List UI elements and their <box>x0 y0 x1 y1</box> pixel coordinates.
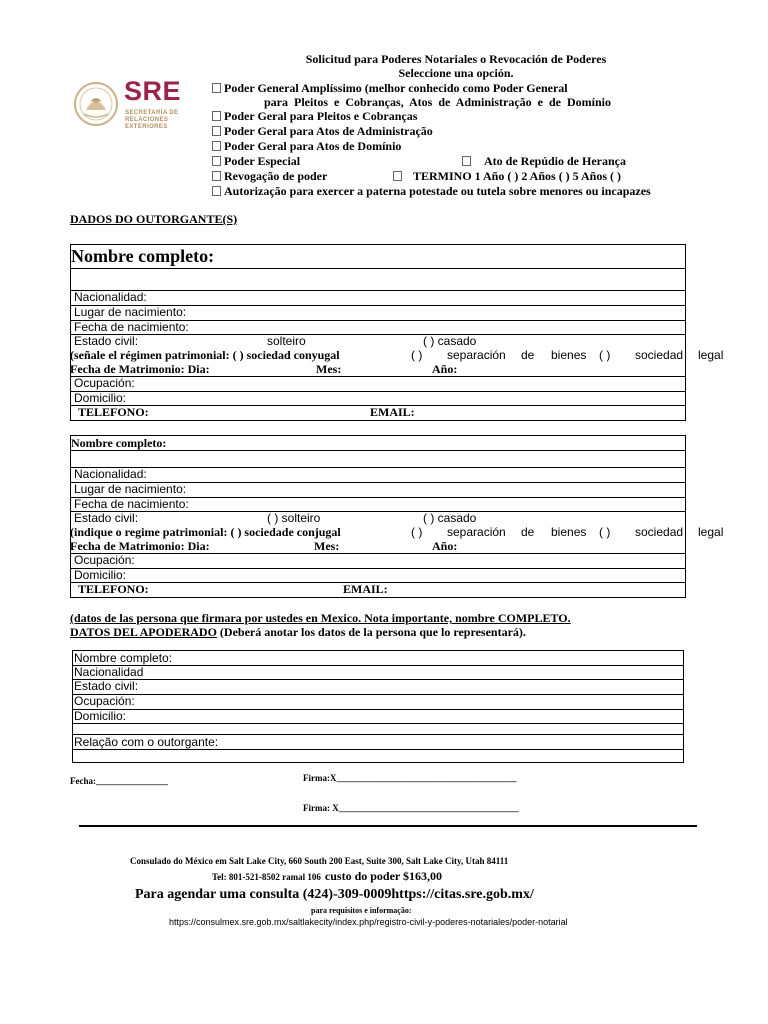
option-termino[interactable] <box>393 169 621 184</box>
grantor-1-telefono[interactable]: TELEFONO: <box>78 405 149 419</box>
divider <box>71 290 685 291</box>
grantor-1-regimen: (señale el régimen patrimonial: ( ) sociedad conyugal <box>70 348 340 362</box>
grantor-2-casado[interactable]: ( ) casado <box>423 511 477 525</box>
checkbox-icon[interactable] <box>212 111 221 121</box>
divider <box>73 723 683 724</box>
divider <box>73 679 683 680</box>
divider <box>71 568 685 569</box>
grantor-2-sep-4[interactable]: ( ) <box>599 525 611 539</box>
grantor-1-nacionalidad[interactable]: Nacionalidad: <box>74 290 147 304</box>
divider <box>71 391 685 392</box>
sre-subtitle-line-3: EXTERIORES <box>125 124 168 130</box>
divider <box>73 694 683 695</box>
grantor-2-ano[interactable]: Año: <box>432 539 458 553</box>
grantor-1-ocupacion[interactable]: Ocupación: <box>74 376 135 390</box>
option-label: Autorização para exercer a paterna potestade ou tutela sobre menores ou incapazes <box>224 184 651 198</box>
grantor-1-email[interactable]: EMAIL: <box>370 405 415 419</box>
grantor-2-nombre-field[interactable] <box>71 467 685 468</box>
option-repudio-heranca[interactable] <box>462 154 626 169</box>
firma-2-signature-line[interactable]: Firma: X________________________________________ <box>303 803 519 813</box>
appointment-line[interactable]: Para agendar uma consulta (424)-309-0009https://citas.sre.gob.mx/ <box>135 887 534 902</box>
grantor-1-sep-3: bienes <box>551 348 587 362</box>
grantor-2-nacionalidad[interactable]: Nacionalidad: <box>74 467 147 481</box>
apoderado-relacao[interactable]: Relação com o outorgante: <box>74 735 219 749</box>
option-label: Poder Geral para Atos de Administração <box>224 124 433 138</box>
grantor-1-sep-2: de <box>521 348 535 362</box>
firma-1-signature-line[interactable]: Firma:X________________________________________ <box>303 773 517 783</box>
divider <box>71 553 685 554</box>
checkbox-icon[interactable] <box>212 141 221 151</box>
option-poder-general-amplissimo-cont: para Pleitos e Cobranças, Atos de Administração e de Domínio <box>264 95 611 109</box>
option-poder-general-amplissimo[interactable] <box>212 81 568 96</box>
grantor-2-matrimonio[interactable]: Fecha de Matrimonio: Dia: <box>70 539 210 553</box>
consulate-phone: Tel: 801-521-8502 ramal 106 <box>212 872 321 882</box>
grantor-1-fecha[interactable]: Fecha de nacimiento: <box>74 320 189 334</box>
mexican-coat-of-arms-icon <box>72 80 120 128</box>
consulate-address: Consulado do México em Salt Lake City, 660 South 200 East, Suite 300, Salt Lake City, Utah 84111 <box>130 856 509 866</box>
grantor-2-telefono[interactable]: TELEFONO: <box>78 582 149 596</box>
grantor-1-lugar[interactable]: Lugar de nacimiento: <box>74 305 187 319</box>
grantor-1-sep-0[interactable]: ( ) <box>411 348 423 362</box>
checkbox-icon[interactable] <box>212 126 221 136</box>
footer-divider <box>79 825 697 827</box>
apoderado-title: DATOS DEL APODERADO <box>70 625 217 639</box>
requirements-label: para requisitos e informação: <box>311 906 412 915</box>
option-label: Poder General Amplíssimo (melhor conhecido como Poder General <box>224 81 568 95</box>
checkbox-icon[interactable] <box>212 83 221 93</box>
grantor-1-ano[interactable]: Año: <box>432 362 458 376</box>
grantor-2-email[interactable]: EMAIL: <box>343 582 388 596</box>
grantor-2-sep-2: de <box>521 525 535 539</box>
grantor-2-fecha[interactable]: Fecha de nacimiento: <box>74 497 189 511</box>
grantor-2-estado: Estado civil: <box>74 511 139 525</box>
grantor-1-matrimonio[interactable]: Fecha de Matrimonio: Dia: <box>70 362 210 376</box>
consulate-phone-line <box>212 867 442 885</box>
sre-subtitle-line-1: SECRETARÍA DE <box>125 110 179 116</box>
option-atos-dominio[interactable] <box>212 139 401 154</box>
apoderado-estado[interactable]: Estado civil: <box>74 679 139 693</box>
option-label: Poder Geral para Pleitos e Cobranças <box>224 109 418 123</box>
form-title: Solicitud para Poderes Notariales o Revocación de Poderes <box>305 52 607 66</box>
checkbox-icon[interactable] <box>212 171 221 181</box>
grantor-1-sep-5: sociedad <box>635 348 684 362</box>
grantor-2-mes[interactable]: Mes: <box>314 539 340 553</box>
grantor-2-domicilio[interactable]: Domicilio: <box>74 568 127 582</box>
grantor-1-casado[interactable]: ( ) casado <box>423 334 477 348</box>
grantor-1-table <box>70 244 724 421</box>
apoderado-table <box>72 650 684 763</box>
option-label: Revogação de poder <box>224 169 328 183</box>
grantor-1-estado: Estado civil: <box>74 334 139 348</box>
sre-acronym: SRE <box>124 76 182 106</box>
checkbox-icon[interactable] <box>212 156 221 166</box>
option-label: Ato de Repúdio de Herança <box>484 154 626 168</box>
grantor-1-nombre-label: Nombre completo: <box>71 246 215 266</box>
checkbox-icon[interactable] <box>393 171 402 181</box>
requirements-link[interactable]: https://consulmex.sre.gob.mx/saltlakecity/index.php/registro-civil-y-poderes-notariales/poder-notarial <box>169 917 568 927</box>
grantor-2-lugar[interactable]: Lugar de nacimiento: <box>74 482 187 496</box>
apoderado-nacionalidad[interactable]: Nacionalidad <box>74 665 144 679</box>
grantor-2-sep-1: separación <box>447 525 506 539</box>
power-cost: custo do poder $163,00 <box>324 869 443 883</box>
divider <box>71 450 685 451</box>
grantor-1-nombre-field[interactable] <box>71 268 685 291</box>
option-label: Poder Especial <box>224 154 301 168</box>
option-atos-administracao[interactable] <box>212 124 433 139</box>
apoderado-ocupacion[interactable]: Ocupación: <box>74 694 135 708</box>
grantor-1-sep-4[interactable]: ( ) <box>599 348 611 362</box>
grantor-1-domicilio[interactable]: Domicilio: <box>74 391 127 405</box>
form-subtitle: Seleccione una opción. <box>398 66 514 80</box>
grantor-1-mes[interactable]: Mes: <box>316 362 342 376</box>
divider <box>73 749 683 750</box>
divider <box>71 334 685 335</box>
option-pleitos-cobrancas[interactable] <box>212 109 417 124</box>
grantor-1-solteiro[interactable]: solteiro <box>267 334 306 348</box>
apoderado-subtitle: (Deberá anotar los datos de la persona que lo representará). <box>219 625 526 639</box>
grantor-2-sep-6: legal <box>698 525 724 539</box>
option-label: Poder Geral para Atos de Domínio <box>224 139 402 153</box>
grantor-1-sep-1: separación <box>447 348 506 362</box>
grantor-2-table <box>70 435 724 598</box>
grantor-1-sep-6: legal <box>698 348 724 362</box>
checkbox-icon[interactable] <box>212 186 221 196</box>
option-revogacao[interactable] <box>212 169 327 184</box>
divider <box>71 376 685 377</box>
grantor-2-solteiro[interactable]: ( ) solteiro <box>267 511 321 525</box>
grantor-2-sep-0[interactable]: ( ) <box>411 525 423 539</box>
fecha-signature-line[interactable]: Fecha:________________ <box>70 776 168 786</box>
apoderado-nombre[interactable]: Nombre completo: <box>74 651 173 665</box>
signer-note: (datos de las persona que firmara por ustedes en Mexico. Nota importante, nombre COMPLETO. <box>70 611 571 625</box>
grantor-2-regimen: (indique o regime patrimonial: ( ) sociedade conjugal <box>70 525 341 539</box>
checkbox-icon[interactable] <box>462 156 471 166</box>
grantor-2-nombre-label: Nombre completo: <box>71 436 167 450</box>
sre-subtitle-line-2: RELACIONES <box>125 117 169 123</box>
option-autorizacao[interactable] <box>212 184 651 199</box>
divider <box>73 709 683 710</box>
option-poder-especial[interactable] <box>212 154 300 169</box>
divider <box>73 665 683 666</box>
divider <box>71 511 685 512</box>
sre-logo <box>72 78 194 130</box>
grantor-2-sep-3: bienes <box>551 525 587 539</box>
apoderado-heading <box>70 625 526 640</box>
apoderado-domicilio[interactable]: Domicilio: <box>74 709 127 723</box>
grantor-2-ocupacion[interactable]: Ocupación: <box>74 553 135 567</box>
section-title-outorgante: DADOS DO OUTORGANTE(S) <box>70 212 238 226</box>
option-label: TERMINO 1 Año ( ) 2 Años ( ) 5 Años ( ) <box>413 169 622 183</box>
grantor-2-sep-5: sociedad <box>635 525 684 539</box>
